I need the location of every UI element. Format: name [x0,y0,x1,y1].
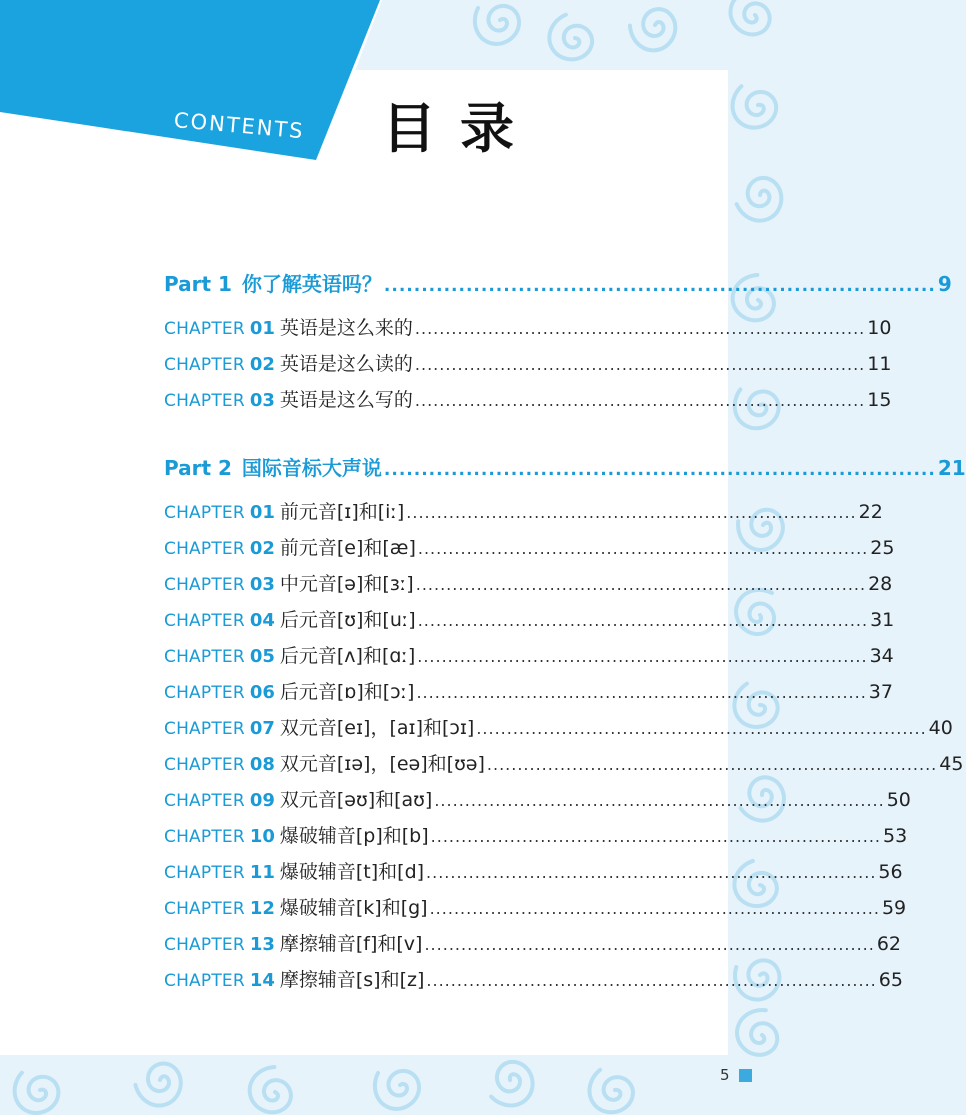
dot-leader: .......................................................................... [486,755,938,774]
chapter-word: CHAPTER [164,319,245,339]
chapter-title: 爆破辅音[t]和[d] [279,861,425,883]
chapter-title: 英语是这么来的 [279,317,413,339]
chapter-word: CHAPTER [164,971,245,991]
chapter-word: CHAPTER [164,539,245,559]
part-page: 21 [937,456,966,480]
chapter-word: CHAPTER [164,719,245,739]
chapter-title: 后元音[ɒ]和[ɔː] [279,681,415,703]
toc-chapter[interactable] [164,857,903,887]
toc-chapter[interactable] [164,965,903,995]
part-title: 你了解英语吗？ [241,272,382,296]
chapter-number: 03 [249,390,275,411]
part-label: Part 1 [164,272,232,296]
chapter-word: CHAPTER [164,503,245,523]
chapter-page: 10 [867,317,892,339]
chapter-page: 62 [876,933,902,955]
page-number: 5 [720,1066,730,1084]
chapter-page: 53 [883,825,908,847]
chapter-page: 59 [881,897,907,919]
toc-chapter[interactable] [164,677,893,707]
toc-chapter[interactable] [164,605,895,635]
chapter-word: CHAPTER [164,647,245,667]
chapter-number: 09 [249,790,275,811]
dot-leader: .......................................................................... [417,647,868,666]
dot-leader: .......................................................................... [406,503,857,522]
chapter-page: 37 [868,681,893,703]
chapter-number: 01 [249,318,275,339]
chapter-number: 06 [249,682,275,703]
chapter-word: CHAPTER [164,791,245,811]
chapter-page: 22 [858,501,883,523]
chapter-title: 后元音[ʊ]和[uː] [279,609,416,631]
chapter-title: 英语是这么读的 [279,353,413,375]
dot-leader: .......................................................................... [417,611,869,630]
toc-chapter[interactable] [164,533,895,563]
dot-leader: .......................................................................... [476,719,927,738]
chapter-page: 56 [878,861,903,883]
dot-leader: .......................................................................... [434,791,885,810]
chapter-number: 04 [249,610,275,631]
chapter-title: 爆破辅音[p]和[b] [279,825,429,847]
chapter-word: CHAPTER [164,391,245,411]
chapter-page: 45 [939,753,964,775]
chapter-title: 摩擦辅音[f]和[v] [279,933,423,955]
chapter-title: 双元音[ɪə]，[eə]和[ʊə] [279,753,485,775]
toc-chapter[interactable] [164,497,883,527]
chapter-number: 07 [249,718,275,739]
toc-chapter[interactable] [164,313,892,343]
chapter-word: CHAPTER [164,827,245,847]
part-label: Part 2 [164,456,232,480]
toc-chapter[interactable] [164,641,894,671]
chapter-word: CHAPTER [164,611,245,631]
chapter-page: 25 [870,537,895,559]
dot-leader: .......................................................................... [414,319,866,338]
dot-leader: .......................................................................... [426,971,877,990]
chapter-title: 双元音[əʊ]和[aʊ] [279,789,433,811]
dot-leader: .......................................................................... [414,391,866,410]
chapter-word: CHAPTER [164,683,245,703]
chapter-title: 中元音[ə]和[ɜː] [279,573,414,595]
part-title: 国际音标大声说 [241,456,382,480]
chapter-page: 11 [867,353,892,375]
dot-leader: .......................................................................... [426,863,877,882]
dot-leader: .......................................................................... [383,276,936,296]
chapter-number: 12 [249,898,275,919]
page-title: 目录 [382,97,538,160]
chapter-number: 13 [249,934,275,955]
toc-chapter[interactable] [164,893,907,923]
chapter-title: 前元音[e]和[æ] [279,537,416,559]
dot-leader: .......................................................................... [417,539,869,558]
dot-leader: .......................................................................... [383,460,936,480]
chapter-page: 28 [868,573,893,595]
toc-chapter[interactable] [164,785,911,815]
toc-chapter[interactable] [164,349,892,379]
page-marker [739,1069,752,1082]
toc-chapter[interactable] [164,569,893,599]
dot-leader: .......................................................................... [429,899,880,918]
dot-leader: .......................................................................... [416,683,867,702]
chapter-word: CHAPTER [164,899,245,919]
part-page: 9 [937,272,952,296]
chapter-word: CHAPTER [164,355,245,375]
chapter-word: CHAPTER [164,755,245,775]
chapter-title: 英语是这么写的 [279,389,413,411]
chapter-number: 01 [249,502,275,523]
toc-chapter[interactable] [164,821,908,851]
toc-chapter[interactable] [164,929,902,959]
chapter-page: 65 [878,969,903,991]
toc-part-2[interactable] [164,452,966,482]
chapter-title: 后元音[ʌ]和[ɑː] [279,645,416,667]
dot-leader: .......................................................................... [424,935,875,954]
chapter-number: 08 [249,754,275,775]
chapter-title: 双元音[eɪ]，[aɪ]和[ɔɪ] [279,717,475,739]
toc-part-1[interactable] [164,268,952,298]
chapter-page: 15 [867,389,892,411]
toc-chapter[interactable] [164,385,892,415]
dot-leader: .......................................................................... [430,827,882,846]
chapter-page: 50 [886,789,911,811]
chapter-title: 爆破辅音[k]和[g] [279,897,428,919]
chapter-word: CHAPTER [164,935,245,955]
chapter-word: CHAPTER [164,575,245,595]
chapter-page: 34 [869,645,894,667]
chapter-title: 前元音[ɪ]和[iː] [279,501,405,523]
chapter-page: 31 [870,609,895,631]
dot-leader: .......................................................................... [415,575,867,594]
chapter-word: CHAPTER [164,863,245,883]
chapter-number: 02 [249,538,275,559]
chapter-number: 02 [249,354,275,375]
chapter-page: 40 [928,717,953,739]
chapter-number: 10 [249,826,275,847]
chapter-number: 14 [249,970,275,991]
toc-chapter[interactable] [164,749,964,779]
dot-leader: .......................................................................... [414,355,866,374]
chapter-number: 05 [249,646,275,667]
chapter-number: 11 [249,862,275,883]
chapter-title: 摩擦辅音[s]和[z] [279,969,425,991]
chapter-number: 03 [249,574,275,595]
contents-label: CONTENTS [172,108,306,144]
toc-chapter[interactable] [164,713,953,743]
